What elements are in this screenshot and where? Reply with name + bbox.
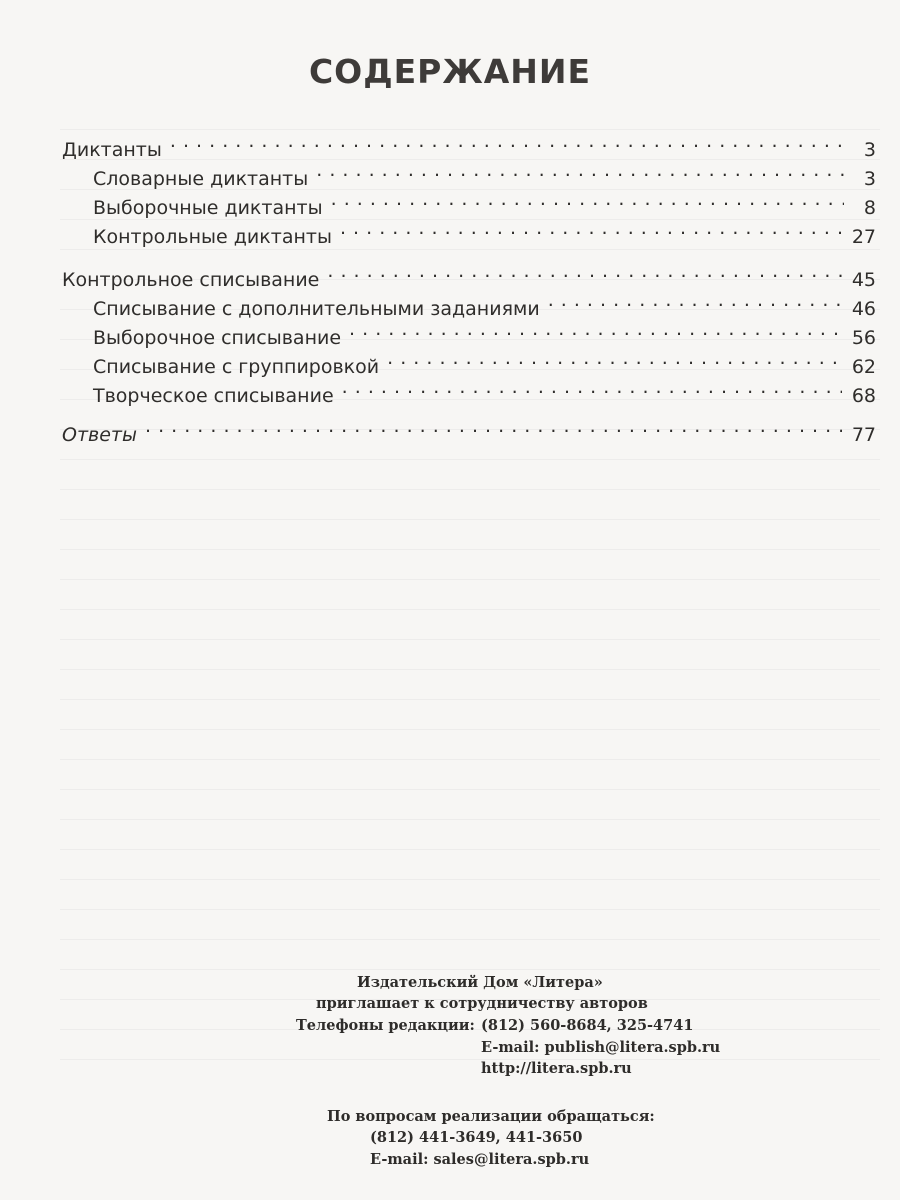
toc-entry-label: Контрольное списывание: [62, 269, 320, 291]
toc-entry-page: 68: [851, 385, 876, 407]
toc-entry-answers[interactable]: [62, 412, 876, 446]
toc-entry-page: 56: [851, 327, 876, 349]
toc-entry-label: Списывание с группировкой: [93, 356, 380, 378]
toc-entry-page: 62: [851, 356, 876, 378]
toc-entry-page: 45: [851, 269, 876, 291]
sales-email: E-mail: sales@litera.spb.ru: [370, 1151, 590, 1168]
toc-entry-page: 3: [863, 139, 876, 161]
toc-leader-dots: [349, 315, 842, 344]
toc-entry-label: Словарные диктанты: [93, 168, 309, 190]
publisher-name: Издательский Дом «Литера»: [357, 974, 603, 991]
toc-entry-label: Ответы: [62, 424, 137, 446]
toc-entry-page: 77: [851, 424, 876, 446]
table-of-contents: [62, 127, 876, 446]
toc-entry-label: Списывание с дополнительными заданиями: [93, 298, 540, 320]
toc-entry-vocabulary-dictations[interactable]: [62, 156, 876, 190]
editorial-phones: (812) 560-8684, 325-4741: [481, 1017, 694, 1034]
toc-entry-page: 46: [851, 298, 876, 320]
sales-phones: (812) 441-3649, 441-3650: [370, 1129, 583, 1146]
toc-entry-label: Диктанты: [62, 139, 162, 161]
toc-leader-dots: [548, 286, 842, 315]
toc-leader-dots: [327, 257, 841, 286]
toc-leader-dots: [340, 214, 842, 243]
toc-leader-dots: [331, 185, 844, 214]
toc-entry-page: 8: [863, 197, 876, 219]
toc-entry-page: 27: [851, 226, 876, 248]
toc-entry-label: Выборочное списывание: [93, 327, 342, 349]
toc-leader-dots: [170, 127, 844, 156]
publisher-website: http://litera.spb.ru: [481, 1060, 632, 1077]
toc-entry-page: 3: [863, 168, 876, 190]
editorial-phones-label: Телефоны редакции:: [296, 1017, 475, 1034]
toc-entry-dictations[interactable]: [62, 127, 876, 161]
publisher-invite: приглашает к сотрудничеству авторов: [316, 995, 648, 1012]
toc-entry-label: Контрольные диктанты: [93, 226, 332, 248]
toc-leader-dots: [145, 412, 842, 441]
toc-entry-control-copying[interactable]: [62, 257, 876, 291]
toc-leader-dots: [342, 373, 842, 402]
toc-leader-dots: [316, 156, 844, 185]
sales-heading: По вопросам реализации обращаться:: [327, 1108, 655, 1125]
toc-entry-label: Выборочные диктанты: [93, 197, 323, 219]
toc-entry-label: Творческое списывание: [93, 385, 334, 407]
toc-leader-dots: [387, 344, 842, 373]
page-title: СОДЕРЖАНИЕ: [308, 52, 592, 91]
editorial-email: E-mail: publish@litera.spb.ru: [481, 1039, 721, 1056]
